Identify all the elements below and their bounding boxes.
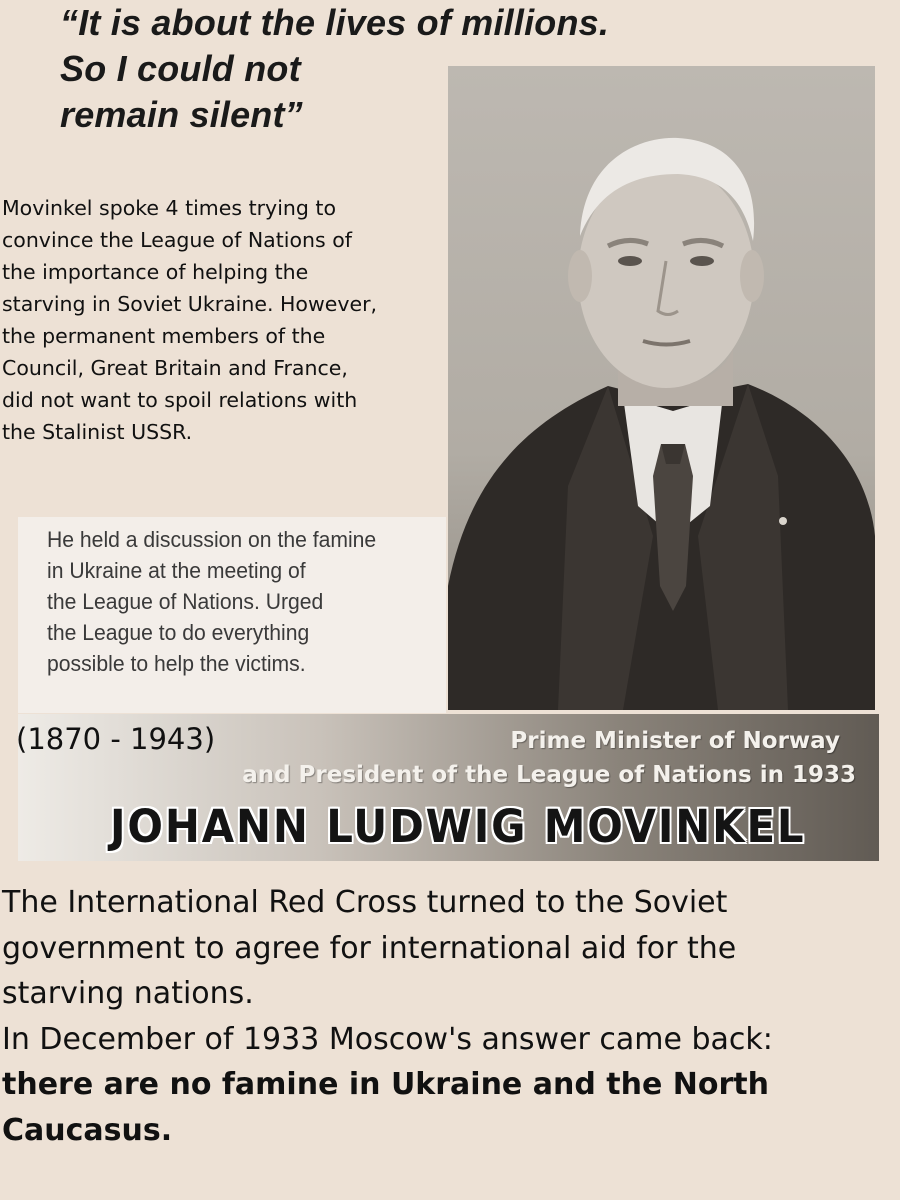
quote-line-2: So I could not	[60, 48, 301, 89]
intro-line: the Stalinist USSR.	[2, 420, 193, 444]
intro-line: convince the League of Nations of	[2, 228, 352, 252]
caption-line: in Ukraine at the meeting of	[47, 558, 306, 583]
bottom-paragraph	[2, 880, 897, 1153]
caption-line: possible to help the victims.	[47, 651, 306, 676]
intro-line: starving in Soviet Ukraine. However,	[2, 292, 378, 316]
intro-paragraph	[2, 192, 442, 448]
caption-line: the League of Nations. Urged	[47, 589, 324, 614]
lifespan-years: (1870 - 1943)	[16, 722, 216, 756]
bottom-line: starving nations.	[2, 976, 254, 1011]
banner-role-line-2: and President of the League of Nations in 1933	[242, 762, 856, 788]
bottom-line: The International Red Cross turned to the Soviet	[2, 885, 728, 920]
intro-line: the importance of helping the	[2, 260, 309, 284]
quote-line-3: remain silent”	[60, 94, 303, 135]
caption-paragraph	[47, 524, 423, 679]
caption-line: He held a discussion on the famine	[47, 527, 377, 552]
caption-line: the League to do everything	[47, 620, 310, 645]
bottom-line: government to agree for international aid for the	[2, 930, 737, 966]
quote-line-1: “It is about the lives of millions.	[60, 2, 610, 43]
bottom-bold-line: there are no famine in Ukraine and the North	[2, 1067, 769, 1102]
intro-line: Council, Great Britain and France,	[2, 356, 348, 380]
intro-line: Movinkel spoke 4 times trying to	[2, 196, 336, 220]
bottom-bold-line: Caucasus.	[2, 1112, 173, 1148]
person-name: JOHANN LUDWIG MOVINKEL	[110, 800, 806, 853]
portrait-illustration	[448, 66, 875, 710]
intro-line: the permanent members of the	[2, 324, 326, 348]
intro-line: did not want to spoil relations with	[2, 388, 358, 412]
banner-role-line-1: Prime Minister of Norway	[510, 728, 840, 754]
portrait-photo	[448, 66, 875, 710]
bottom-line: In December of 1933 Moscow's answer came back:	[2, 1021, 773, 1057]
